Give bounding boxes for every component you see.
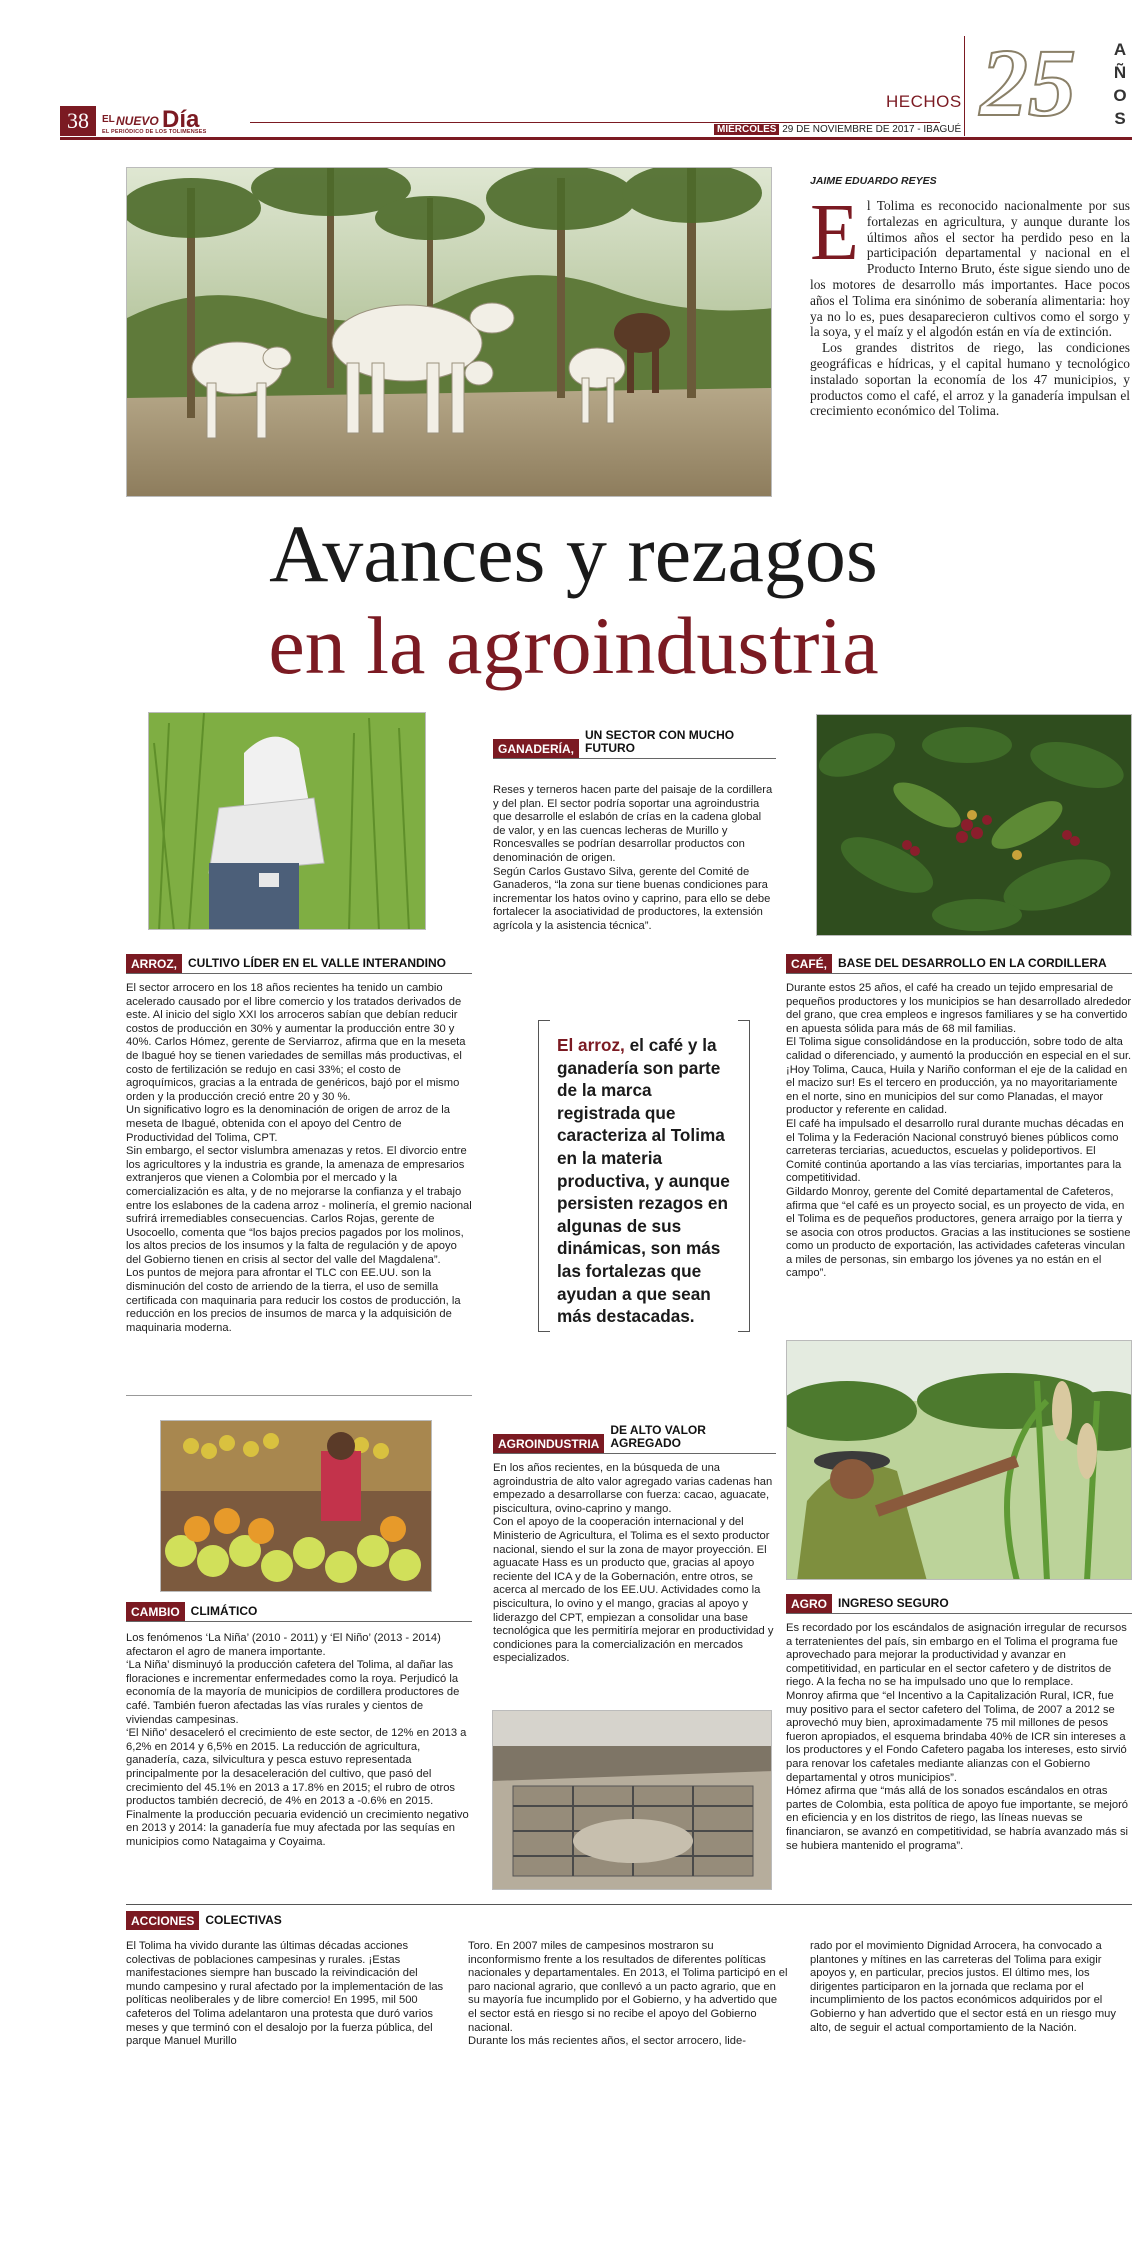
page-header — [60, 29, 1140, 146]
agroindustria-body — [493, 1462, 776, 1666]
logo-el: EL — [102, 114, 115, 125]
acciones-col3-text: rado por el movimiento Dignidad Arrocera, ha convocado a plantones y mítines en las carreteras del Tolima para exigir apoyos y, en particular, precios justos. El último mes, los dirigentes participaron en la jornada que reclama por el incumplimiento de los pactos económicos adquiridos por el Gobierno y han advertido que el sector está en un riesgo muy alto, de seguir el actual comportamiento de la Nación. — [810, 1940, 1116, 2034]
cattle-illustration — [127, 168, 772, 497]
header-line — [250, 122, 940, 123]
cafe-heading — [786, 950, 1132, 974]
acciones-tag: ACCIONES — [126, 1911, 199, 1930]
intro-p1: l Tolima es reconocido nacionalmente por sus fortalezas en agricultura, y aunque durante los últimos años el sector ha perdido peso en la participación departamental y nacional en el Producto Interno Bruto, éste sigue siendo uno de los motores de desarrollo más importantes. Hace pocos años el Tolima era sinónimo de soberanía alimentaria: hoy ya no lo es, pues desaparecieron cultivos como el sorgo y la soya, y el maíz y el algodón están en vía de extinción. — [810, 198, 1130, 340]
agro-tag: AGRO — [786, 1594, 832, 1613]
cafe-p3: El café ha impulsado el desarrollo rural durante muchas décadas en el Tolima y la Federación Nacional construyó bienes públicos como carreteras terciarias, acueductos, escuelas y polideportivos. El Comité continúa aportando a las vías terciarias, importantes para la competitividad. — [786, 1117, 1124, 1185]
arroz-heading — [126, 950, 472, 974]
ganaderia-tag: GANADERÍA, — [493, 739, 579, 758]
agro-p2: Monroy afirma que “el Incentivo a la Capitalización Rural, ICR, fue muy positivo para el sector cafetero del Tolima, de 2007 a 2012 se aprovechó muy bien, aproximadamente 75 mil millones de pesos fueron apropiados, el esquema brindaba 40% de ICR sin intereses a los productores y el Fondo Cafetero pagaba los intereses, esto sirvió para renovar los cafetales mediante alianzas con el Gobierno departamental y otros municipios”. — [786, 1689, 1127, 1784]
ganaderia-p2: Según Carlos Gustavo Silva, gerente del Comité de Ganaderos, “la zona sur tiene buenas condiciones para incrementar los hatos ovino y caprino, para ello se debe fortalecer la asociatividad de productores, la extensión agrícola y la asistencia técnica”. — [493, 865, 771, 932]
agroindustria-tag: AGROINDUSTRIA — [493, 1434, 604, 1453]
section-label: HECHOS — [886, 92, 962, 111]
arroz-p2: Un significativo logro es la denominación de origen de arroz de la meseta de Ibagué, obtenida con el apoyo del Centro de Productividad del Tolima, CPT. — [126, 1104, 451, 1144]
ganaderia-heading — [493, 728, 776, 759]
acciones-col1 — [126, 1940, 446, 2049]
logo — [102, 108, 242, 138]
agro-body — [786, 1622, 1132, 1853]
ganaderia-p1: Reses y terneros hacen parte del paisaje de la cordillera y del plan. El sector podría soportar una agroindustria que desarrolle el eslabón de crías en la cadena global de valor, y en las cuencas lecheras de Murillo y Roncesvalles se podrían desarrollar productos con denominación de origen. — [493, 784, 773, 864]
acciones-col3 — [810, 1940, 1132, 2035]
agroindustria-subtitle: DE ALTO VALOR AGREGADO — [610, 1423, 706, 1450]
anniversary-25: 25 — [980, 29, 1076, 136]
ganaderia-subtitle: UN SECTOR CON MUCHO FUTURO — [585, 728, 735, 755]
agroindustria-p1: En los años recientes, en la búsqueda de una agroindustria de alto valor agregado varias cadenas han empezado a desarrollarse con fuerza: cacao, aguacate, piscicultura, ovino-caprino y mango. — [493, 1462, 773, 1515]
agro-p3: Hómez afirma que “más allá de los sonados escándalos en otras partes de Colombia, esta política de apoyo fue importante, se mejoró en eficiencia y en los distritos de riego, las líneas nuevas se financiaron, se avanzó en competitividad, se habría avanzado más si se hubiera mantenido el programa”. — [786, 1785, 1129, 1852]
pullquote-box — [538, 1020, 750, 1332]
corn-farmer-illustration — [787, 1341, 1132, 1580]
cafe-subtitle: BASE DEL DESARROLLO EN LA CORDILLERA — [838, 956, 1107, 970]
headline-line1: Avances y rezagos — [269, 508, 878, 599]
pullquote-corner-bl — [538, 1331, 550, 1332]
page-number: 38 — [67, 108, 89, 133]
arroz-p4: Los puntos de mejora para afrontar el TLC con EE.UU. son la disminución del costo de arriendo de la tierra, el uso de semilla certificada con maquinaria para reducir los costos de producción, la reducción en los precios de insumos de marca y la adquisición de maquinaria moderna. — [126, 1267, 461, 1334]
date-day: MIÉRCOLES — [714, 124, 779, 135]
cambio-heading — [126, 1598, 472, 1622]
intro — [810, 189, 1130, 419]
pullquote-corner-tl — [538, 1020, 550, 1021]
anniversary-anos: AÑOS — [1113, 40, 1127, 128]
acciones-col2 — [468, 1940, 788, 2049]
arroz-subtitle: CULTIVO LÍDER EN EL VALLE INTERANDINO — [188, 956, 447, 970]
cambio-tag: CAMBIO — [126, 1602, 185, 1621]
acciones-col2a-text: Toro. En 2007 miles de campesinos mostraron su inconformismo frente a los resultados de diferentes políticas nacionales y departamentales. En 2013, el Tolima participó en el paro nacional agrario, que conllevó a un pacto agrario, que en su mayoría fue incumplido por el Gobierno, y ha advertido que el sector está en riesgo si no recibe el apoyo del Gobierno nacional. — [468, 1940, 788, 2034]
cafe-body — [786, 982, 1132, 1281]
pullquote-text — [557, 1034, 737, 1328]
construction-illustration — [493, 1711, 772, 1890]
pullquote-corner-tr — [738, 1020, 750, 1021]
logo-tagline: EL PERIÓDICO DE LOS TOLIMENSES — [102, 129, 207, 135]
pullquote-lead: El arroz, — [557, 1035, 625, 1055]
arroz-p1: El sector arrocero en los 18 años recientes ha tenido un cambio acelerado causado por el libre comercio y los tratados derivados de este. Al inicio del siglo XXI los arroceros sabían que debían reducir costos de producción en 30% y aumentar la producción entre 30 y 40%. Carlos Hómez, gerente de Serviarroz, afirma que en la meseta de Ibagué hoy se tienen variedades de semillas más productivas, el costo de fertilización se redujo en casi 33%; el costo de agroquímicos, gracias a la entrada de genéricos, bajó por el mismo orden y la producción creció entre 20 y 30 %. — [126, 982, 466, 1103]
page-number-box — [60, 106, 96, 136]
cambio-subtitle: CLIMÁTICO — [190, 1604, 258, 1618]
acciones-col2b-text: Durante los más recientes años, el sector arrocero, lide- — [468, 2035, 746, 2048]
logo-dia: Día — [162, 106, 200, 133]
fruit-market-illustration — [161, 1421, 432, 1592]
header-divider — [964, 36, 965, 136]
agro-heading — [786, 1590, 1132, 1614]
pullquote-corner-br — [738, 1331, 750, 1332]
ganaderia-body — [493, 784, 776, 934]
photo-corn-farmer — [786, 1340, 1132, 1580]
agro-p1: Es recordado por los escándalos de asignación irregular de recursos a terratenientes del país, sin embargo en el Tolima el programa fue aprovechado para mejorar la productividad y avanzar en competitividad, en particular en el sector cafetero y de distritos de riego. A la fecha no se ha impulsado uno que lo remplace. — [786, 1622, 1127, 1689]
date-rest: 29 DE NOVIEMBRE DE 2017 - IBAGUÉ — [782, 124, 962, 135]
header-line-bottom — [60, 137, 1132, 140]
intro-p2: Los grandes distritos de riego, las condiciones geográficas e hídricas, y el capital humano y tecnológico instalado soportan la economía de los 47 municipios, y productos como el café, el arroz y la ganadería impulsan el crecimiento económico del Tolima. — [810, 340, 1130, 419]
cambio-p1: Los fenómenos ‘La Niña’ (2010 - 2011) y ‘El Niño’ (2013 - 2014) afectaron el agro de manera importante. — [126, 1632, 441, 1658]
acciones-top-rule — [126, 1904, 1132, 1905]
acciones-heading — [126, 1906, 1132, 1930]
photo-coffee-plant — [816, 714, 1132, 936]
cafe-tag: CAFÉ, — [786, 954, 832, 973]
photo-construction — [492, 1710, 772, 1890]
rice-field-illustration — [149, 713, 426, 930]
agro-subtitle: INGRESO SEGURO — [838, 1596, 949, 1610]
agroindustria-heading — [493, 1423, 776, 1454]
coffee-plant-illustration — [817, 715, 1132, 936]
cafe-p4: Gildardo Monroy, gerente del Comité departamental de Cafeteros, afirma que “el café es un proyecto social, es un proyecto de vida, en el Tolima es de pequeños productores, genera arraigo por la tierra y se asocia con otros productos. Gracias a las instituciones se sostiene como un producto de exportación, las actividades cafeteras vinculan a miles de personas, sin embargo los jóvenes ya no están en el campo”. — [786, 1185, 1131, 1280]
arroz-body — [126, 982, 472, 1335]
byline: JAIME EDUARDO REYES — [810, 175, 937, 187]
dropcap: E — [810, 189, 859, 277]
cafe-p1: Durante estos 25 años, el café ha creado un tejido empresarial de pequeños productores y los municipios se han desarrollado alrededor del grano, que crea empleos e ingresos familiares y se ha convertido en apuesta sólida para más de 68 mil familias. — [786, 982, 1132, 1035]
pullquote-rest: el café y la ganadería son parte de la marca registrada que caracteriza al Tolima en la materia productiva, y aunque persisten rezagos en algunas de sus dinámicas, son más las fortalezas que ayudan a que sean más destacadas. — [557, 1035, 730, 1327]
photo-cattle — [126, 167, 772, 497]
date-line — [714, 124, 961, 135]
cambio-p2: ‘La Niña’ disminuyó la producción cafetera del Tolima, al dañar las floraciones e incrementar enfermedades como la roya. Perjudicó la economía de la mayoría de municipios de cordillera productores de café. También fueron afectadas las vías rurales y cientos de viviendas campesinas. — [126, 1659, 460, 1726]
logo-nuevo: NUEVO — [116, 114, 159, 128]
headline-line2: en la agroindustria — [268, 600, 879, 691]
arroz-bottom-rule — [126, 1395, 472, 1396]
arroz-p3: Sin embargo, el sector vislumbra amenazas y retos. El divorcio entre los agricultores y la industria es grande, la amenaza de empresarios extranjeros que vienen a Colombia por el mercado y la comercialización es alta, y de no mejorarse la confianza y el trabajo entre los eslabones de la cadena arroz - molinería, el gremio nacional sufrirá irremediables consecuencias. Carlos Rojas, gerente de Usocoello, comenta que “los bajos precios pagados por los molinos, los altos precios de los insumos y la falta de regulación y de apoyo del Gobierno tienen en crisis al sector del valle del Magdalena”. — [126, 1145, 472, 1266]
cambio-p3: ‘El Niño’ desaceleró el crecimiento de este sector, de 12% en 2013 a 6,2% en 2014 y 6,5% en 2015. La reducción de agricultura, ganadería, caza, silvicultura y pesca estuvo representada principalmente por la desaceleración del cultivo, que pasó del crecimiento del 45.1% en 2013 a 17.8% en 2015; el rubro de otros productos también decreció, de 4% en 2013 a -0.6% en 2015. Finalmente la producción pecuaria evidenció un crecimiento negativo en 2013 y 2014: la ganadería fue muy afectada por las sequías en municipios como Natagaima y Coyaima. — [126, 1727, 469, 1848]
arroz-tag: ARROZ, — [126, 954, 182, 973]
photo-rice-farmer — [148, 712, 426, 930]
cafe-p2: El Tolima sigue consolidándose en la producción, sobre todo de alta calidad o diferenciado, y aumentó la producción en especial en el sur. ¡Hoy Tolima, Cauca, Huila y Nariño conforman el eje de la calidad en el macizo sur! Es el tercero en producción, ya no mayoritariamente en el norte, sino en municipios del sur como Planadas, el mayor productor y referente en calidad. — [786, 1036, 1132, 1117]
photo-fruit-market — [160, 1420, 432, 1592]
acciones-col1-text: El Tolima ha vivido durante las últimas décadas acciones colectivas de poblaciones campesinas y rurales. ¡Estas manifestaciones siempre han buscado la reivindicación del mundo campesino y rural afectado por la implementación de las políticas neoliberales y de libre comercio! En 1995, mil 500 cafeteros del Tolima adelantaron una protesta que duró varios meses y que terminó con el desalojo por la fuerza pública, del parque Manuel Murillo — [126, 1940, 444, 2048]
agroindustria-p2: Con el apoyo de la cooperación internacional y del Ministerio de Agricultura, el Tolima es el sexto productor nacional, siendo el sur la zona de mayor proyección. El aguacate Hass es un producto que, gracias al apoyo reciente del ICA y de la Gobernación, entre otros, se acerca al mercado de los EE.UU. Actividades como la piscicultura, lo ovino y el mango, gracias al apoyo y liderazgo del CPT, empiezan a consolidar una base tecnológica que les permitiría mejorar en productividad y condiciones para la comercialización en mercados especializados. — [493, 1516, 774, 1665]
cambio-body — [126, 1632, 472, 1850]
acciones-subtitle: COLECTIVAS — [205, 1913, 282, 1927]
